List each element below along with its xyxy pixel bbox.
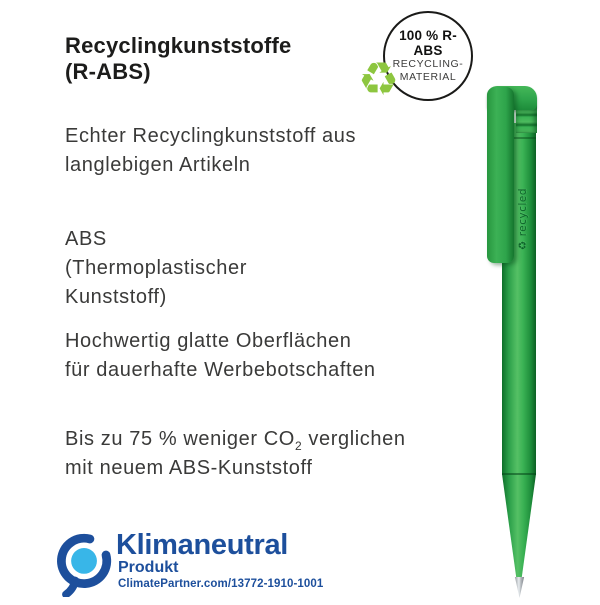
climate-partner-logo xyxy=(36,528,366,598)
climate-partner-icon xyxy=(52,531,114,597)
text-line: Kunststoff) xyxy=(65,286,167,308)
co2-text-after: verglichen xyxy=(302,428,406,450)
text-line: ABS xyxy=(65,228,107,250)
co2-text-before: Bis zu 75 % weniger CO xyxy=(65,428,295,450)
pen-product-image xyxy=(480,85,555,605)
text-line: für dauerhafte Werbebotschaften xyxy=(65,359,376,381)
badge-title: 100 % R-ABS xyxy=(399,28,457,58)
co2-subscript: 2 xyxy=(294,439,303,453)
recycle-icon: ♻ xyxy=(358,52,400,106)
pen-metal-tip xyxy=(514,577,525,598)
paragraph-material-origin xyxy=(65,122,356,180)
climate-partner-url-link[interactable]: ClimatePartner.com/13772-1910-1001 xyxy=(118,578,324,590)
pen-clip xyxy=(487,87,514,263)
text-line: langlebigen Artikeln xyxy=(65,154,251,176)
text-line xyxy=(65,425,406,454)
title-line-1: Recyclingkunststoffe xyxy=(65,33,292,58)
text-line: mit neuem ABS-Kunststoff xyxy=(65,457,313,479)
climate-brand-text: Klimaneutral xyxy=(116,529,289,561)
pen-emboss-recycled-label: ♻ recycled xyxy=(517,187,529,251)
pen-cone xyxy=(502,474,536,586)
text-line: Echter Recyclingkunststoff aus xyxy=(65,125,357,147)
paragraph-co2 xyxy=(65,425,406,483)
climate-product-text: Produkt xyxy=(118,559,179,576)
page-title xyxy=(65,33,292,85)
title-line-2: (R-ABS) xyxy=(65,59,151,84)
paragraph-abs xyxy=(65,225,247,312)
text-line: (Thermoplastischer xyxy=(65,257,247,279)
text-line: Hochwertig glatte Oberflächen xyxy=(65,330,352,352)
paragraph-surface xyxy=(65,327,376,385)
badge-subtitle-2: MATERIAL xyxy=(399,71,457,83)
pen-cone-seam xyxy=(502,473,536,475)
badge-subtitle-1: RECYCLING- xyxy=(392,58,464,70)
